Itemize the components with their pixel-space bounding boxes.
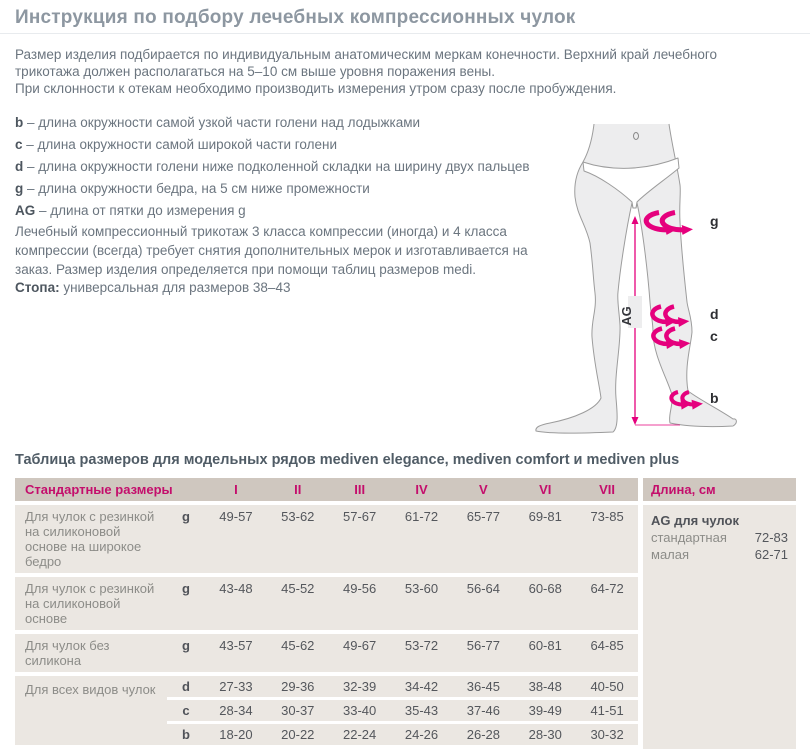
definition-text: – длина окружности голени ниже подколенной складки на ширину двух пальцев [27,159,530,174]
subrow-b [167,724,638,745]
subrow-d [167,676,638,697]
measure-letter: d [182,679,190,694]
size-value: 37-46 [466,703,500,718]
size-value: 39-49 [528,703,562,718]
row-label: Для чулок с резинкой на силиконовой основе на широкое бедро [25,509,155,569]
definition-term: AG [15,203,36,218]
custom-order-note: Лечебный компрессионный трикотаж 3 класса компрессии (иногда) и 4 класса компрессии (всегда) требует снятия дополнительных мерок и изготавливается на заказ. Размер изделия определяется при помощи таблиц размеров medi. [15,224,528,277]
size-value: 60-68 [528,581,562,596]
measure-letter: c [182,703,190,718]
row-label: Для чулок с резинкой на силиконовой основе [25,581,155,626]
size-table-heading: Таблица размеров для модельных рядов mediven elegance, mediven comfort и mediven plus [15,452,680,468]
definition-text: – длина от пятки до измерения g [39,203,246,218]
header-standard-sizes: Стандартные размеры [25,482,173,497]
size-value: 53-60 [404,581,439,596]
table-group-all-stockings [15,676,638,745]
table-row-silicone-wide-hip [15,505,638,573]
length-cell-title: AG для чулок [651,513,739,528]
row-values [205,727,638,742]
size-value: 49-67 [343,638,377,653]
definition-text: – длина окружности самой широкой части голени [26,137,338,152]
size-value: 64-85 [590,638,624,653]
definition-item-g [15,178,575,200]
foot-size-label: Стопа: [15,280,60,295]
size-value: 33-40 [343,703,377,718]
ag-arrowhead-bottom [632,417,639,425]
size-value: 49-57 [219,509,253,524]
size-value: 29-36 [281,679,315,694]
size-value: 56-77 [466,638,500,653]
ag-arrowhead-top [632,216,639,224]
measurement-definitions [15,112,575,222]
size-column-header: I [234,482,238,497]
size-value: 57-67 [343,509,377,524]
measure-letter: g [182,638,190,653]
size-value: 56-64 [466,581,500,596]
measure-letter: g [182,581,190,596]
foot-size-text: универсальная для размеров 38–43 [59,280,291,295]
size-table [15,478,796,749]
size-value: 49-56 [343,581,377,596]
measure-letter: b [182,727,190,742]
size-value: 69-81 [528,509,562,524]
definition-term: b [15,115,24,130]
size-value: 60-81 [528,638,562,653]
definition-item-c [15,134,575,156]
row-values [205,638,638,668]
size-column-header: V [479,482,488,497]
size-value: 28-30 [528,727,562,742]
definition-term: g [15,181,24,196]
definition-term: d [15,159,24,174]
size-value: 64-72 [590,581,624,596]
size-value: 41-51 [590,703,624,718]
header-size-columns [205,482,638,497]
size-value: 43-57 [219,638,253,653]
size-value: 28-34 [219,703,253,718]
size-value: 45-62 [281,638,315,653]
size-value: 34-42 [404,679,439,694]
label-b: b [710,390,719,406]
intro-paragraph-2: При склонности к отекам необходимо производить измерения утром сразу после пробуждения. [15,81,617,96]
size-value: 20-22 [281,727,315,742]
size-value: 43-48 [219,581,253,596]
row-values [205,703,638,718]
ag-label: AG [619,306,634,326]
size-value: 18-20 [219,727,253,742]
size-column-header: VII [599,482,616,497]
leg-measurement-diagram [520,105,810,455]
subrow-c [167,700,638,721]
size-value: 32-39 [343,679,377,694]
size-value: 53-62 [281,509,315,524]
length-entry-value: 72-83 [754,530,788,545]
size-value: 35-43 [404,703,439,718]
size-table-section [15,452,796,749]
page-title: Инструкция по подбору лечебных компрессионных чулок [15,7,576,28]
length-column [643,478,796,749]
group-subrows [167,676,638,745]
label-c: c [710,328,718,344]
size-value: 40-50 [590,679,624,694]
definition-item-d [15,156,575,178]
size-value: 38-48 [528,679,562,694]
length-entry-standard [651,529,788,546]
row-values [205,581,638,626]
definition-item-b [15,112,575,134]
length-cell [643,505,796,749]
size-value: 30-37 [281,703,315,718]
row-values [205,509,638,569]
measure-letter: g [182,509,190,524]
length-entry-label: стандартная [651,530,727,545]
length-entry-label: малая [651,547,690,562]
size-value: 36-45 [466,679,500,694]
size-value: 65-77 [466,509,500,524]
size-table-main [15,478,638,749]
length-entry-small [651,546,788,563]
size-value: 22-24 [343,727,377,742]
table-header-row [15,478,638,501]
row-label: Для чулок без силикона [25,638,110,668]
size-column-header: III [354,482,366,497]
definition-item-ag [15,200,575,222]
size-value: 24-26 [404,727,439,742]
size-value: 53-72 [404,638,439,653]
size-column-header: IV [415,482,428,497]
navel-mark [634,133,639,140]
title-divider [0,33,810,34]
definition-term: c [15,137,23,152]
table-row-silicone [15,577,638,630]
size-value: 73-85 [590,509,624,524]
definition-text: – длина окружности самой узкой части голени над лодыжками [27,115,421,130]
row-values [205,679,638,694]
table-row-no-silicone [15,634,638,672]
label-g: g [710,213,719,229]
group-label: Для всех видов чулок [15,676,167,745]
size-value: 45-52 [281,581,315,596]
size-value: 30-32 [590,727,624,742]
size-column-header: VI [539,482,552,497]
length-entry-value: 62-71 [754,547,788,562]
size-value: 26-28 [466,727,500,742]
header-length: Длина, см [643,478,796,501]
intro-paragraph-1: Размер изделия подбирается по индивидуальным анатомическим меркам конечности. Верхний край лечебного трикотажа должен располагаться на 5–10 см выше уровня поражения вены. [15,47,718,79]
size-value: 61-72 [404,509,439,524]
definition-text: – длина окружности бедра, на 5 см ниже промежности [27,181,370,196]
label-d: d [710,306,719,322]
size-value: 27-33 [219,679,253,694]
size-column-header: II [294,482,302,497]
